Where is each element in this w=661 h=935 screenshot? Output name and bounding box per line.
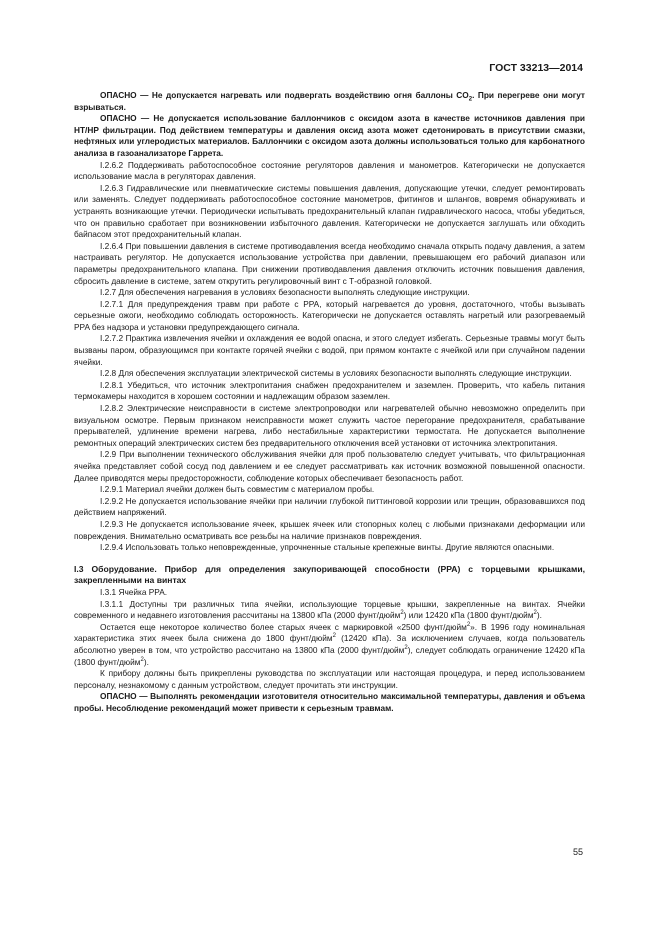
danger-warning: ОПАСНО — Не допускается нагревать или подвергать воздействию огня баллоны $CO_2$. При перегреве они могут взрываться. — [74, 90, 585, 112]
paragraph: I.2.9.3 Не допускается использование ячеек, крышек ячеек или стопорных колец с любыми признаками деформации или повреждения. Внимательно осматривать все резьбы на наличие признаков повреждения. — [74, 518, 585, 541]
paragraph: I.2.6.2 Поддерживать работоспособное состояние регуляторов давления и манометров. Категорически не допускается использование масла в регуляторах давления. — [74, 159, 585, 182]
paragraph: I.2.9 При выполнении технического обслуживания ячейки для проб пользователю следует учитывать, что фильтрационная ячейка представляет собой сосуд под давлением и ее следует рассматривать как источник возможной повышенной опасности. Далее приводятся меры предосторожности, соблюдение которых обеспечивает безопасность работ. — [74, 449, 585, 483]
paragraph: I.2.7.2 Практика извлечения ячейки и охлаждения ее водой опасна, и этого следует избегать. Серьезные травмы могут быть вызваны паром, образующимся при контакте горячей ячейки с водой, при прямом контакте с ячейкой или при случайном падении ячейки. — [74, 333, 585, 367]
paragraph: I.2.7 Для обеспечения нагревания в условиях безопасности выполнять следующие инструкции. — [100, 287, 470, 298]
paragraph: I.2.8.1 Убедиться, что источник электропитания снабжен предохранителем и заземлен. Проверить, что кабель питания термокамеры находится в хорошем состоянии и надлежащим образом заземлен. — [74, 379, 585, 402]
paragraph: I.3.1 Ячейка PPA. — [100, 586, 168, 597]
danger-warning: ОПАСНО — Выполнять рекомендации изготовителя относительно максимальной температуры, давления и объема пробы. Несоблюдение рекомендаций может привести к серьезным травмам. — [74, 691, 585, 713]
paragraph: I.2.8 Для обеспечения эксплуатации электрической системы в условиях безопасности выполнять следующие инструкции. — [100, 368, 572, 379]
paragraph: I.2.9.2 Не допускается использование ячейки при наличии глубокой питтинговой коррозии или трещин, образовавшихся под действием напряжений. — [74, 495, 585, 518]
paragraph: I.2.7.1 Для предупреждения травм при работе с PPA, который нагревается до уровня, достаточного, чтобы вызывать серьезные ожоги, необходимо соблюдать осторожность. Категорически не допускается оставлять нагретый или разогреваемый PPA без надзора и установки предупреждающего сигнала. — [74, 298, 585, 332]
standard-header: ГОСТ 33213—2014 — [489, 62, 583, 74]
paragraph: I.2.8.2 Электрические неисправности в системе электропроводки или нагревателей обычно невозможно определить при визуальном осмотре. Первым признаком неисправности может служить частое перегорание предохранителя, срабатывание прерывателей, удлинение времени нагрева, либо нестабильные характеристики термостата. Не допускается выполнение ремонтных операций электрических систем без предварительного отключения всей установки от источника электропитания. — [74, 403, 585, 448]
paragraph: I.2.6.3 Гидравлические или пневматические системы повышения давления, допускающие утечки, следует ремонтировать или заменять. Следует поддерживать работоспособное состояние манометров, фитингов и шлангов, вовремя обнаруживать и устранять возникающие утечки. Периодически испытывать предохранительный клапан гидравлического насоса, чтобы убедиться, что он правильно сработает при возникновении избыточного давления. Категорически не допускается заглушать или обходить байпасом этот предохранительный клапан. — [74, 182, 585, 240]
danger-warning: ОПАСНО — Не допускается использование баллончиков с оксидом азота в качестве источников давления при HT/HP фильтрации. Под действием температуры и давления оксид азота может сдетонировать в присутствии смазки, нефтяных или углеродистых материалов. Баллончики с оксидом азота должны использоваться только для карбонатного анализа в газоанализаторе Гаррета. — [74, 113, 585, 158]
paragraph: Остается еще некоторое количество более старых ячеек с маркировкой «2500 фунт/дюйм$^2$». В 1996 году номинальная характеристика этих ячеек была снижена до 1800 фунт/дюйм$^2$ (12420 кПа). За исключением случаев, когда пользователь абсолютно уверен в том, что устройство рассчитано на 13800 кПа (2000 фунт/дюйм$^2$), следует соблюдать ограничение 12420 кПа (1800 фунт/дюйм$^2$). — [74, 621, 585, 667]
paragraph: К прибору должны быть прикреплены руководства по эксплуатации или настоящая процедура, и перед использованием персоналу, незнакомому с данным устройством, следует прочитать эти инструкции. — [74, 668, 585, 690]
page-number: 55 — [572, 847, 583, 857]
paragraph: I.2.9.1 Материал ячейки должен быть совместим с материалом пробы. — [100, 484, 375, 495]
section-heading: I.3 Оборудование. Прибор для определения закупоривающей способности (PPA) с торцевыми крышками, закрепленными на винтах — [74, 563, 585, 586]
paragraph: I.2.6.4 При повышении давления в системе противодавления всегда необходимо сначала открыть подачу давления, а затем настраивать регулятор. Не допускается использование устройства при давлении, превышающем его рабочий диапазон или параметры предохранительного клапана. При снижении противодавления давления отключить источник повышения давления, сбросить давление в системе, затем открутить регулировочный винт с Т-образной головкой. — [74, 240, 585, 286]
paragraph: I.2.9.4 Использовать только неповрежденные, упрочненные стальные крепежные винты. Другие являются опасными. — [100, 542, 555, 553]
document-body — [74, 90, 585, 714]
paragraph: I.3.1.1 Доступны три различных типа ячейки, использующие торцевые крышки, закрепленные на винтах. Ячейки современного и недавнего изготовления рассчитаны на 13800 кПа (2000 фунт/дюйм$^2$) или 12420 кПа (1800 фунт/дюйм$^2$). — [74, 598, 585, 621]
